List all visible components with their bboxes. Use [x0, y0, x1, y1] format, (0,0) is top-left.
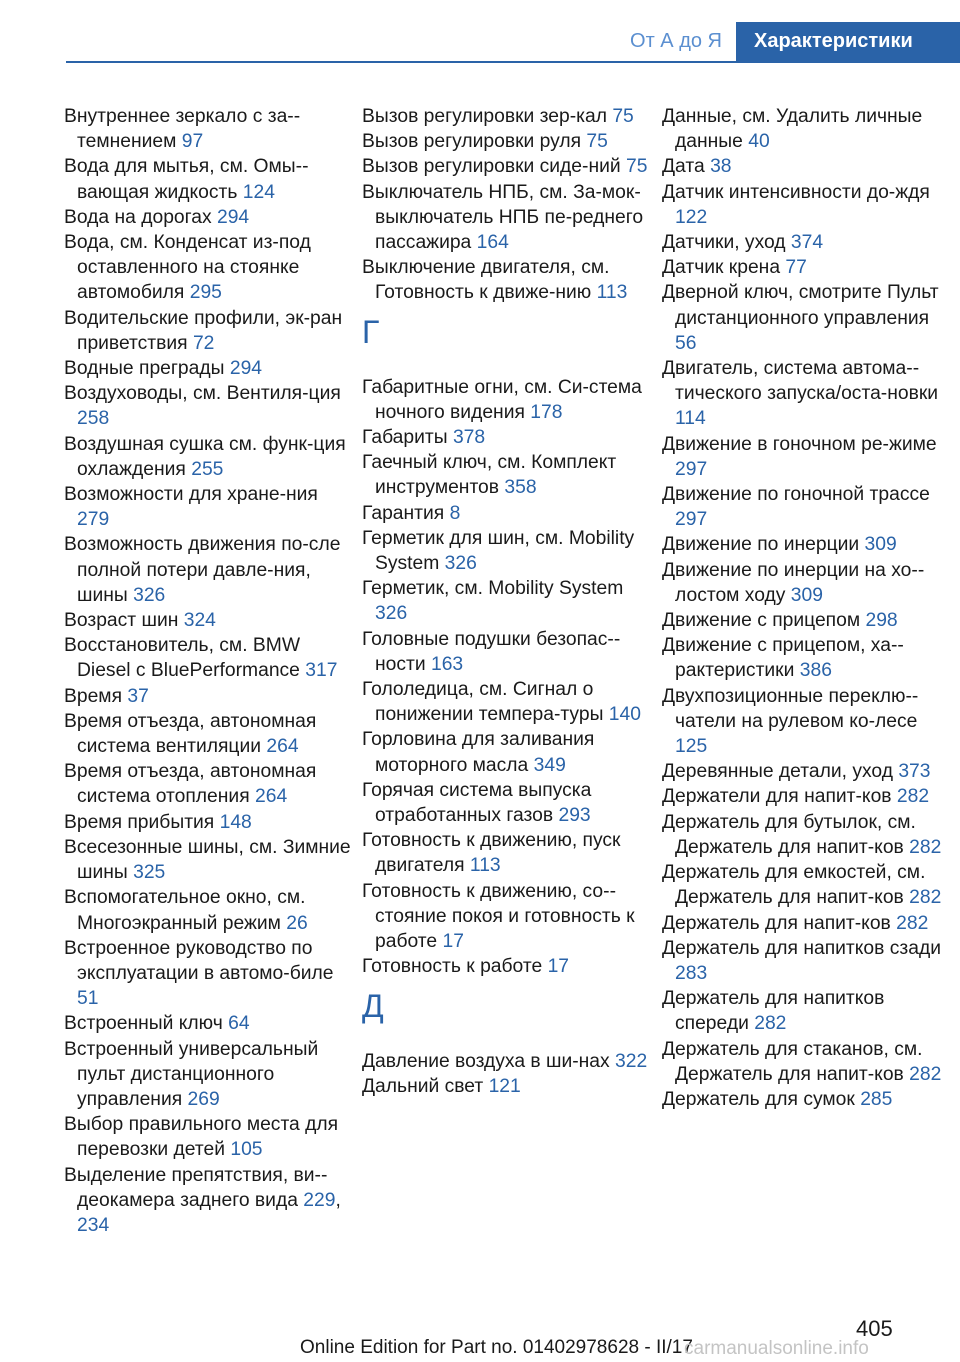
page-link[interactable]: 51	[77, 988, 99, 1010]
index-entry-term: Габариты	[362, 427, 448, 449]
index-entry	[362, 677, 652, 727]
index-entry	[662, 684, 952, 760]
index-entry-term: Водительские профили, эк-ран приветствия	[64, 307, 343, 354]
index-entry-term: Выключение двигателя, см. Готовность к движе-нию	[362, 257, 610, 304]
index-entry-term: Время прибытия	[64, 811, 215, 833]
index-entry	[362, 104, 652, 129]
page-link[interactable]: 105	[230, 1139, 263, 1161]
page-link[interactable]: 40	[748, 131, 770, 153]
index-entry	[662, 810, 952, 860]
index-entry	[64, 482, 354, 532]
index-entry	[662, 432, 952, 482]
index-entry	[362, 828, 652, 878]
page-link[interactable]: 358	[504, 477, 537, 499]
page-link[interactable]: 279	[77, 509, 110, 531]
index-entry-term: Дальний свет	[362, 1075, 484, 1097]
index-entry	[64, 608, 354, 633]
index-entry	[662, 608, 952, 633]
page-link[interactable]: 378	[452, 427, 486, 449]
index-entry-term: Возможность движения по-сле полной потери давле-ния, шины	[64, 534, 341, 606]
index-entry	[64, 684, 354, 709]
index-entry	[662, 154, 952, 179]
index-entry	[662, 255, 952, 280]
index-entry	[64, 356, 354, 381]
index-entry-term: Габаритные огни, см. Си-стема ночного видения	[362, 376, 642, 423]
page-link[interactable]: 164	[476, 232, 509, 254]
page-link[interactable]: 325	[133, 862, 166, 884]
page-link[interactable]: 349	[533, 754, 566, 776]
index-entry	[662, 280, 952, 356]
index-entry-term: Держатель для стаканов, см. Держатель для напит-ков	[662, 1038, 923, 1085]
index-entry	[64, 532, 354, 608]
index-entry-term: Дата	[662, 156, 705, 178]
header-current-section[interactable]: Характеристики	[736, 22, 960, 62]
index-entry-term: Вспомогательное окно, см. Многоэкранный режим	[64, 887, 306, 934]
page-link[interactable]: 75	[626, 156, 648, 178]
index-entry	[362, 501, 652, 526]
index-entry-term: Время отъезда, автономная система отопления	[64, 761, 317, 808]
header-prev-section[interactable]: От А до Я	[630, 30, 722, 52]
index-entry-term: Датчики, уход	[662, 232, 786, 254]
page-link[interactable]: 297	[675, 509, 708, 531]
index-entry	[64, 835, 354, 885]
index-entry	[64, 306, 354, 356]
index-entry	[362, 255, 652, 305]
index-entry-term: Время	[64, 685, 123, 707]
watermark: carmanualsonline.info	[684, 1338, 869, 1359]
index-entry-term: Возраст шин	[64, 610, 179, 632]
index-entry	[662, 784, 952, 809]
page-link[interactable]: 229	[303, 1189, 336, 1211]
index-entry	[662, 104, 952, 154]
index-entry-term: Всесезонные шины, см. Зимние шины	[64, 836, 351, 884]
index-entry-term: Держатель для напитков сзади	[662, 937, 941, 959]
index-entry-term: Движение по гоночной трассе	[662, 484, 930, 506]
index-entry	[662, 482, 952, 532]
index-entry-term: Вызов регулировки руля	[362, 131, 582, 153]
page-link[interactable]: 255	[191, 458, 224, 480]
page-link[interactable]: 72	[192, 332, 215, 354]
index-entry	[662, 230, 952, 255]
page-link[interactable]: 140	[608, 704, 641, 726]
index-entry	[362, 425, 652, 450]
index-entry	[64, 936, 354, 1012]
index-entry-term: Гаечный ключ, см. Комплект инструментов	[362, 452, 617, 499]
index-entry-term: Возможности для хране-ния	[64, 484, 318, 506]
index-entry-term: Держатели для напит-ков	[662, 786, 892, 808]
index-entry-term: Головные подушки безопас-ности	[362, 628, 621, 675]
page-link[interactable]: 17	[547, 956, 570, 978]
index-entry-term: Гололедица, см. Сигнал о понижении темпера-туры	[362, 679, 604, 726]
index-entry-term: Данные, см. Удалить личные данные	[662, 106, 923, 153]
page-link[interactable]: 285	[860, 1088, 893, 1110]
index-entry	[64, 1011, 354, 1036]
index-entry-term: Держатель для сумок	[662, 1088, 855, 1110]
page-link[interactable]: 17	[442, 931, 464, 953]
index-entry	[362, 778, 652, 828]
page-link[interactable]: 264	[255, 786, 288, 808]
index-entry	[362, 526, 652, 576]
page-link[interactable]: 309	[864, 534, 897, 556]
index-entry	[362, 627, 652, 677]
section-letter: Д	[362, 987, 384, 1024]
page-link[interactable]: 178	[530, 401, 563, 423]
index-entry-term: Движение с прицепом, ха-рактеристики	[662, 635, 904, 682]
page-link[interactable]: 317	[305, 660, 338, 682]
index-entry-term: Вода для мытья, см. Омы-вающая жидкость	[64, 156, 309, 203]
index-entry	[64, 381, 354, 431]
page-link[interactable]: 294	[216, 206, 250, 228]
index-entry	[64, 810, 354, 835]
index-entry	[64, 230, 354, 306]
page-link[interactable]: 234	[77, 1214, 110, 1236]
index-entry-term: Воздуховоды, см. Вентиля-ция	[64, 383, 341, 405]
index-entry	[64, 759, 354, 809]
index-entry	[64, 104, 354, 154]
index-column-3	[662, 104, 952, 1112]
index-entry-term: Двухпозиционные переклю-чатели на рулевом ко-лесе	[662, 685, 919, 732]
page-link[interactable]: 77	[785, 257, 807, 279]
page-link[interactable]: 8	[449, 502, 461, 524]
index-entry-term: Гарантия	[362, 502, 445, 524]
page-link[interactable]: 124	[242, 181, 275, 203]
page-link[interactable]: 121	[488, 1075, 521, 1097]
index-entry	[662, 532, 952, 557]
index-entry-term: Готовность к движению, пуск двигателя	[362, 830, 621, 877]
page-link[interactable]: 75	[612, 106, 634, 127]
index-entry-term: Горловина для заливания моторного масла	[362, 729, 595, 776]
page-link[interactable]: 282	[909, 836, 942, 858]
index-entry-term: Движение в гоночном ре-жиме	[662, 433, 937, 455]
index-entry	[64, 205, 354, 230]
index-entry-term: Встроенный ключ	[64, 1013, 223, 1035]
page-link[interactable]: 122	[675, 206, 708, 228]
page-link[interactable]: 282	[896, 912, 929, 934]
page-link[interactable]: 113	[469, 855, 501, 877]
index-entry	[64, 885, 354, 935]
page-link[interactable]: 269	[187, 1088, 220, 1110]
index-entry	[64, 154, 354, 204]
index-entry-term: Деревянные детали, уход	[662, 761, 893, 783]
page-link[interactable]: 264	[266, 736, 299, 758]
page-number: 405	[856, 1316, 893, 1341]
page-link[interactable]: 298	[865, 610, 898, 632]
index-entry	[662, 860, 952, 910]
index-entry	[362, 576, 652, 626]
index-entry	[362, 879, 652, 955]
index-entry-term: Вызов регулировки зер-кал	[362, 106, 607, 127]
index-column-1	[64, 104, 354, 1238]
index-entry-term: Держатель для бутылок, см. Держатель для напит-ков	[662, 811, 916, 858]
index-entry	[362, 1074, 652, 1099]
index-entry	[362, 450, 652, 500]
page-link[interactable]: 258	[77, 408, 110, 430]
index-entry-term: Выключатель НПБ, см. За-мок-выключатель НПБ пе-реднего пассажира	[362, 181, 644, 254]
index-entry-term: Водные преграды	[64, 358, 225, 380]
page-link[interactable]: 26	[286, 912, 308, 934]
header-rule	[66, 61, 960, 63]
page-link[interactable]: 297	[675, 458, 708, 480]
index-entry-term: Вода на дорогах	[64, 206, 212, 228]
page-header	[0, 0, 960, 62]
index-entry	[662, 1087, 952, 1112]
section-letter: Г	[362, 313, 380, 350]
index-entry	[662, 759, 952, 784]
index-entry	[362, 375, 652, 425]
index-entry	[662, 558, 952, 608]
index-entry	[662, 356, 952, 432]
page-link[interactable]: 163	[430, 653, 464, 675]
index-entry	[662, 633, 952, 683]
page-link[interactable]: 324	[183, 610, 216, 632]
index-entry-term: Вода, см. Конденсат из-под оставленного на стоянке автомобиля	[64, 232, 311, 304]
index-entry	[64, 709, 354, 759]
index-entry	[662, 986, 952, 1036]
page-link[interactable]: 282	[754, 1013, 787, 1035]
page-link[interactable]: 386	[799, 660, 832, 682]
page-link[interactable]: 125	[675, 736, 708, 758]
index-entry	[362, 180, 652, 256]
index-entry	[662, 936, 952, 986]
index-entry-term: Выбор правильного места для перевозки детей	[64, 1114, 339, 1161]
edition-footer: Online Edition for Part no. 01402978628 - II/17	[300, 1337, 693, 1358]
page-link[interactable]: 64	[228, 1013, 250, 1035]
index-entry-term: Восстановитель, см. BMW Diesel с BluePerformance	[64, 635, 301, 682]
page-link[interactable]: 37	[127, 685, 149, 707]
index-entry-term: Вызов регулировки сиде-ний	[362, 156, 621, 178]
index-entry-term: Встроенное руководство по эксплуатации в автомо-биле	[64, 937, 334, 984]
index-entry	[64, 1037, 354, 1113]
index-entry	[64, 633, 354, 683]
page-link[interactable]: 113	[596, 282, 628, 304]
index-entry-term: Датчик крена	[662, 257, 781, 279]
index-entry	[662, 1037, 952, 1087]
index-entry	[362, 1049, 652, 1074]
page-link[interactable]: 283	[675, 962, 708, 984]
index-entry-term: Держатель для емкостей, см. Держатель для напит-ков	[662, 862, 926, 909]
index-entry-term: Датчик интенсивности до-ждя	[662, 181, 930, 203]
index-entry	[362, 129, 652, 154]
page-link[interactable]: 56	[675, 332, 697, 354]
page-link[interactable]: 282	[909, 887, 942, 909]
index-entry-term: Двигатель, система автома-тического запуска/оста-новки	[662, 358, 939, 405]
index-entry-term: Держатель для напит-ков	[662, 912, 891, 934]
index-entry	[64, 1112, 354, 1162]
index-entry-term: Герметик, см. Mobility System	[362, 578, 624, 600]
page-link[interactable]: 322	[615, 1050, 648, 1072]
index-entry-term: Держатель для напитков спереди	[662, 988, 885, 1035]
page-link[interactable]: 293	[558, 805, 591, 827]
index-entry-term: Готовность к работе	[362, 956, 543, 978]
index-entry: Выделение препятствия, ви-деокамера заднего вида 229, 234	[64, 1164, 341, 1236]
page-link[interactable]: 38	[710, 156, 732, 178]
index-entry-term: Готовность к движению, со-стояние покоя и готовность к работе	[362, 880, 635, 953]
index-entry	[64, 432, 354, 482]
index-entry-term: Движение по инерции	[662, 534, 860, 556]
index-entry-term: Движение с прицепом	[662, 610, 861, 632]
page-link[interactable]: 294	[229, 358, 263, 380]
index-entry-term: Давление воздуха в ши-нах	[362, 1050, 610, 1072]
page-link[interactable]: 114	[675, 408, 706, 430]
index-entry-term: Герметик для шин, см. Mobility System	[362, 527, 635, 575]
page-link[interactable]: 148	[219, 811, 252, 833]
index-entry	[362, 154, 652, 179]
page-link[interactable]: 97	[181, 131, 204, 153]
page-link[interactable]: 282	[896, 786, 930, 808]
index-entry-term: Выделение препятствия, ви-деокамера заднего вида	[64, 1164, 328, 1211]
index-entry	[662, 180, 952, 230]
index-entry-term: Дверной ключ, смотрите Пульт дистанционного управления	[662, 282, 939, 329]
page-link[interactable]: 326	[133, 584, 166, 606]
page-link[interactable]: 373	[898, 761, 931, 783]
page-link[interactable]: 309	[790, 584, 823, 606]
index-entry	[662, 911, 952, 936]
index-entry	[362, 954, 652, 979]
page-link[interactable]: 75	[586, 131, 608, 153]
index-entry-term: Движение по инерции на хо-лостом ходу	[662, 559, 925, 606]
index-entry-term: Внутреннее зеркало с за-темнением	[64, 106, 301, 153]
page-link[interactable]: 326	[444, 553, 477, 575]
page-link[interactable]: 374	[790, 232, 824, 254]
index-entry	[362, 727, 652, 777]
index-entry-term: Горячая система выпуска отработанных газов	[362, 779, 592, 827]
index-entry-term: Время отъезда, автономная система вентиляции	[64, 710, 317, 758]
page-link[interactable]: 326	[375, 603, 408, 625]
index-entry-term: Встроенный универсальный пульт дистанционного управления	[64, 1038, 319, 1110]
page-link[interactable]: 282	[909, 1063, 942, 1085]
index-entry-term: Воздушная сушка см. функ-ция охлаждения	[64, 433, 346, 480]
index-column-2	[362, 104, 652, 1099]
page-link[interactable]: 295	[189, 282, 222, 304]
